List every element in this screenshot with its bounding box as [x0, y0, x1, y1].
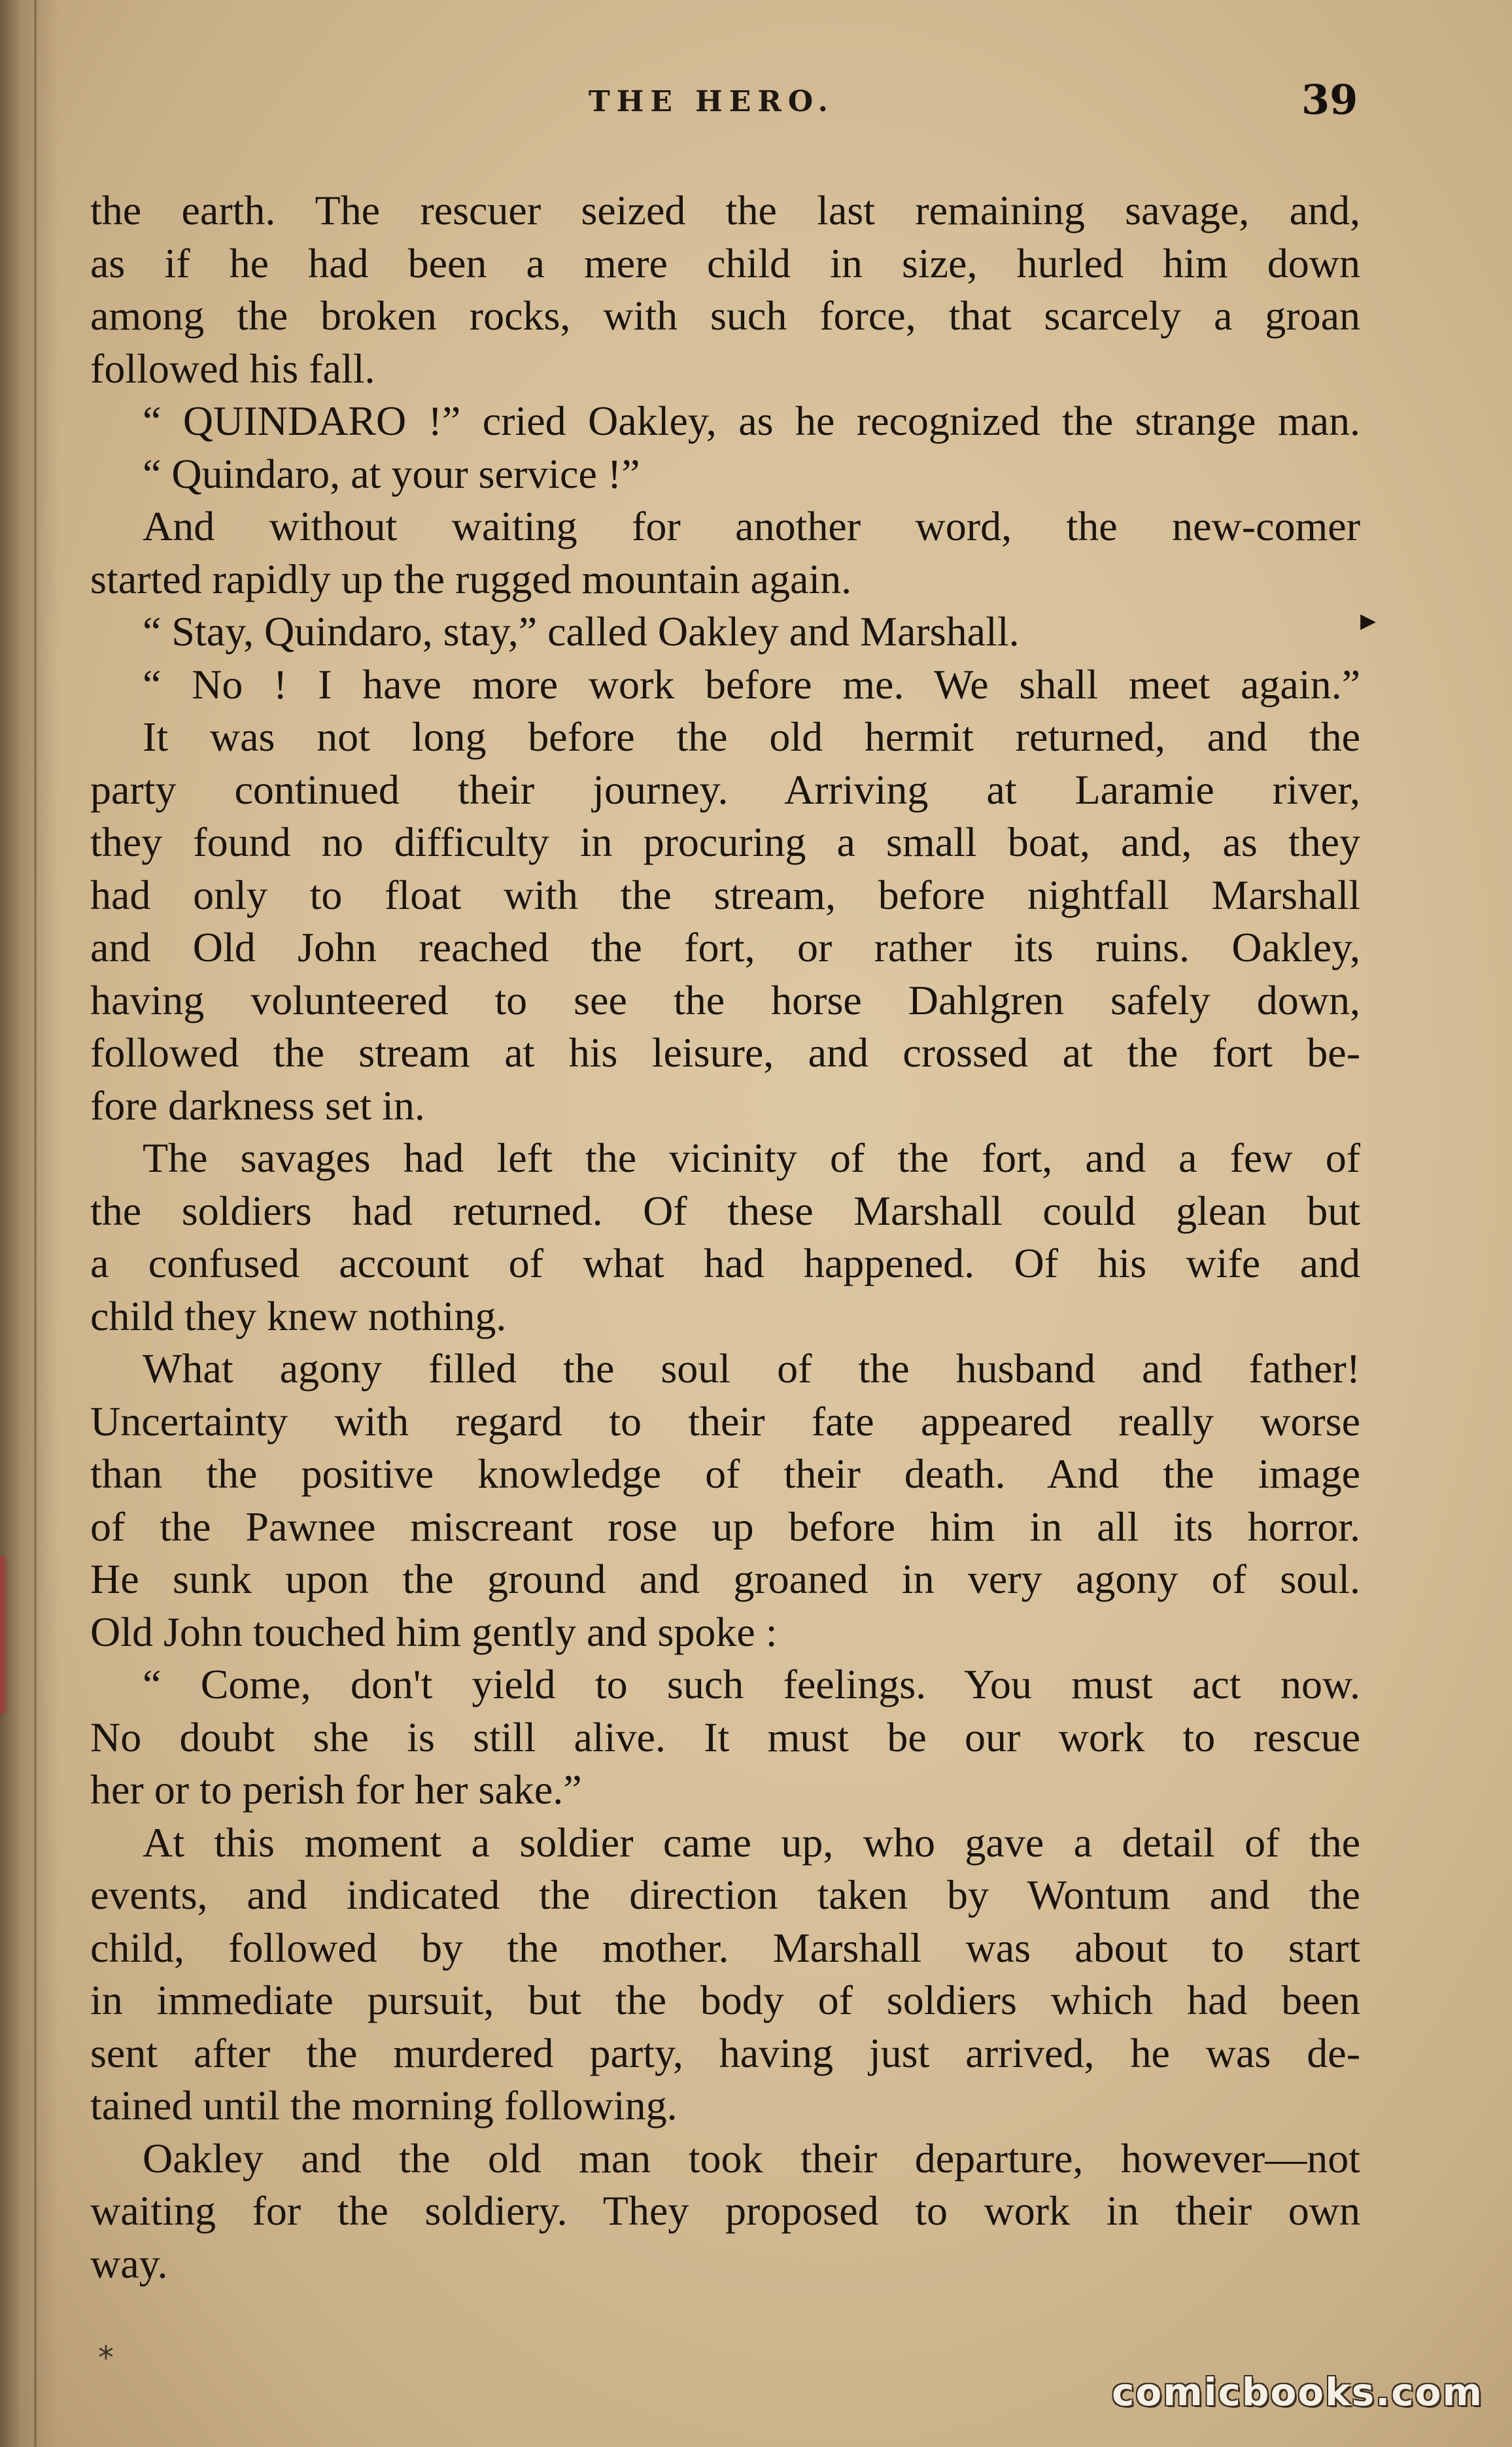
text-line: “ Quindaro, at your service !” — [143, 450, 640, 497]
text-line: What agony filled the soul of the husband and father! — [143, 1345, 1360, 1392]
page-edge — [34, 0, 37, 2447]
watermark: comicbooks.com — [1112, 2370, 1483, 2414]
text-line: And without waiting for another word, the new-comer — [143, 503, 1360, 549]
text-line: Uncertainty with regard to their fate appeared really worse — [90, 1397, 1360, 1445]
text-line: The savages had left the vicinity of the fort, and a few of — [143, 1135, 1360, 1181]
text-line: the soldiers had returned. Of these Marshall could glean but — [90, 1187, 1360, 1234]
text-line: among the broken rocks, with such force, that scarcely a groan — [90, 292, 1360, 339]
text-line: “ No ! I have more work before me. We shall meet again.” — [143, 660, 1360, 708]
text-line: in immediate pursuit, but the body of soldiers which had been — [90, 1977, 1360, 2023]
text-line: fore darkness set in. — [90, 1082, 425, 1129]
text-line: “ Come, don't yield to such feelings. You must act now. — [143, 1661, 1360, 1707]
text-line: than the positive knowledge of their death. And the image — [90, 1450, 1360, 1497]
text-line: Oakley and the old man took their departure, however—not — [143, 2134, 1360, 2182]
text-line: party continued their journey. Arriving at Laramie river, — [90, 766, 1360, 813]
text-line: had only to float with the stream, before nightfall Marshall — [90, 871, 1360, 918]
page-number: 39 — [1301, 76, 1358, 124]
text-line: of the Pawnee miscreant rose up before him in all its horror. — [90, 1503, 1360, 1550]
text-line: and Old John reached the fort, or rather its ruins. Oakley, — [90, 924, 1360, 970]
text-line: It was not long before the old hermit returned, and the — [143, 713, 1360, 760]
text-line: having volunteered to see the horse Dahlgren safely down, — [90, 976, 1360, 1023]
margin-mark: ▸ — [1360, 602, 1377, 638]
text-line: followed his fall. — [90, 345, 375, 392]
text-line: waiting for the soldiery. They proposed to work in their own — [90, 2187, 1360, 2234]
text-line: child they knew nothing. — [90, 1292, 507, 1339]
text-line: started rapidly up the rugged mountain again. — [90, 555, 852, 602]
text-line: “ Stay, Quindaro, stay,” called Oakley and Marshall. — [143, 608, 1020, 655]
text-line: way. — [90, 2240, 168, 2287]
spine-shadow — [0, 0, 59, 2447]
text-line: He sunk upon the ground and groaned in very agony of soul. — [90, 1556, 1360, 1602]
page-header — [0, 73, 1512, 126]
edge-stain — [0, 1556, 9, 1713]
text-line: At this moment a soldier came up, who gave a detail of the — [143, 1819, 1360, 1866]
text-line: child, followed by the mother. Marshall was about to start — [90, 1924, 1360, 1971]
text-line: sent after the murdered party, having just arrived, he was de- — [90, 2029, 1360, 2076]
running-head: THE HERO. — [589, 85, 834, 118]
text-line: her or to perish for her sake.” — [90, 1766, 582, 1813]
text-line: the earth. The rescuer seized the last remaining savage, and, — [90, 187, 1360, 233]
text-line: “ QUINDARO !” cried Oakley, as he recognized the strange man. — [143, 398, 1360, 444]
text-line: tained until the morning following. — [90, 2082, 678, 2129]
text-line: events, and indicated the direction taken by Wontum and the — [90, 1872, 1360, 1918]
text-line: they found no difficulty in procuring a small boat, and, as they — [90, 819, 1360, 865]
body-text — [90, 184, 1360, 2303]
text-line: No doubt she is still alive. It must be our work to rescue — [90, 1713, 1360, 1760]
text-line: Old John touched him gently and spoke : — [90, 1608, 778, 1655]
corner-mark: * — [98, 2340, 114, 2376]
text-line: followed the stream at his leisure, and crossed at the fort be- — [90, 1029, 1360, 1076]
text-line: a confused account of what had happened. Of his wife and — [90, 1240, 1360, 1286]
text-line: as if he had been a mere child in size, hurled him down — [90, 239, 1360, 286]
